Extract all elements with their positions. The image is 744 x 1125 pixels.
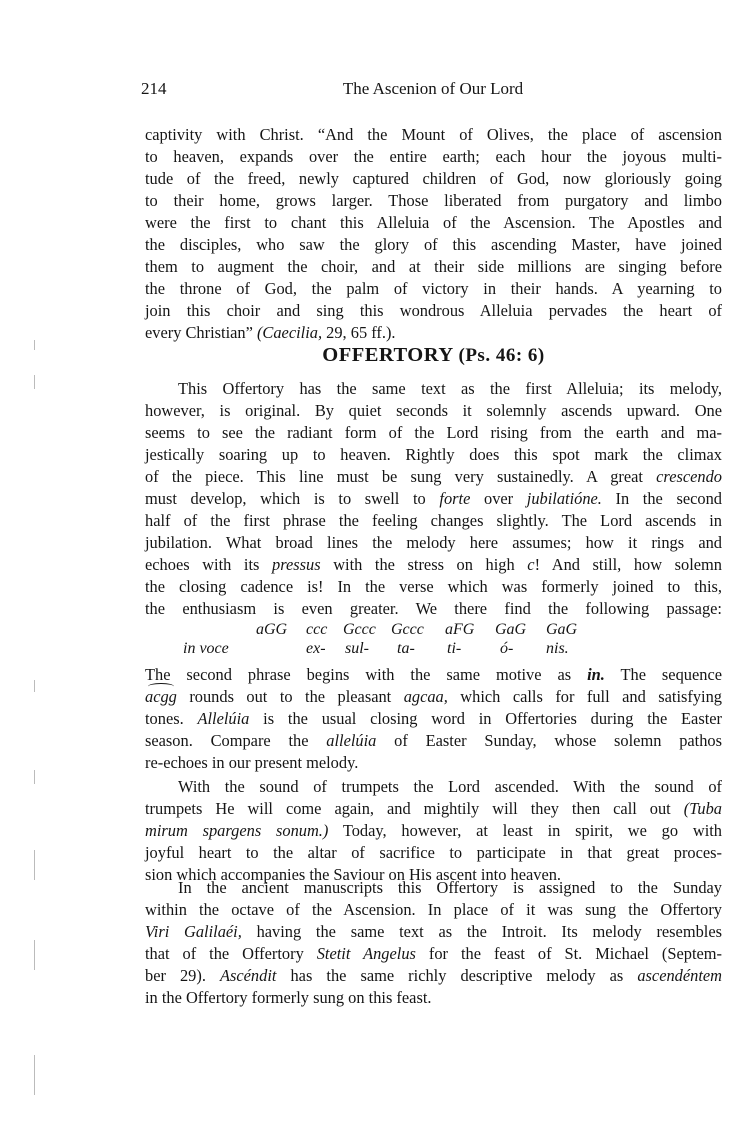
text-span: every Christian” bbox=[145, 323, 257, 342]
text-line: to their home, grows larger. Those liberated from purgatory and limbo bbox=[145, 191, 722, 210]
italic-term: c bbox=[527, 555, 535, 574]
text-line: them to augment the choir, and at their side millions are singing before bbox=[145, 257, 722, 276]
text-span: over bbox=[470, 489, 527, 508]
text-line: in the Offertory formerly sung on this feast. bbox=[145, 988, 432, 1007]
text-span: with the stress on high bbox=[320, 555, 528, 574]
text-line bbox=[145, 965, 722, 987]
syllable: nis. bbox=[546, 640, 569, 657]
text-span: In the second bbox=[601, 489, 722, 508]
text-line bbox=[145, 708, 722, 730]
syllable: ó- bbox=[500, 640, 514, 657]
text-line: the disciples, who saw the glory of this ascending Master, have joined bbox=[145, 235, 722, 254]
text-line: sion which accompanies the Saviour on His ascent into heaven. bbox=[145, 865, 562, 884]
text-line: tude of the freed, newly captured children of God, now gloriously going bbox=[145, 169, 722, 188]
page-number: 214 bbox=[141, 79, 167, 98]
text-line: were the first to chant this Alleluia of the Ascension. The Apostles and bbox=[145, 213, 722, 232]
text-line bbox=[145, 730, 722, 752]
text-line bbox=[145, 466, 722, 488]
syllable: ex- bbox=[306, 640, 326, 657]
text-span: 29, 65 ff.). bbox=[322, 323, 396, 342]
italic-term: pressus bbox=[272, 555, 321, 574]
note-group: GaG bbox=[546, 621, 578, 638]
scan-mark bbox=[34, 340, 35, 350]
text-line: the enthusiasm is even greater. We there find the following passage: bbox=[145, 599, 722, 618]
text-line: the throne of God, the palm of victory in their hands. A yearning to bbox=[145, 279, 722, 298]
text-span: of Easter Sunday, whose solemn pathos bbox=[376, 731, 722, 750]
text-line bbox=[145, 943, 722, 965]
note-group: Gccc bbox=[343, 621, 376, 638]
text-span: rounds out to the pleasant bbox=[176, 687, 404, 706]
note-group: GaG bbox=[495, 621, 527, 638]
text-line: captivity with Christ. “And the Mount of Olives, the place of ascension bbox=[145, 125, 722, 144]
running-header bbox=[141, 78, 725, 102]
italic-term: Ascéndit bbox=[219, 966, 277, 985]
text-span: echoes with its bbox=[145, 555, 273, 574]
text-span: The second phrase begins with the same motive as bbox=[145, 665, 588, 684]
note-group: ccc bbox=[306, 621, 328, 638]
text-line: This Offertory has the same text as the first Alleluia; its melody, bbox=[178, 379, 722, 398]
scan-mark bbox=[34, 850, 35, 880]
note-group: aFG bbox=[445, 621, 475, 638]
text-line bbox=[145, 554, 722, 576]
italic-term: jubilatióne. bbox=[526, 489, 602, 508]
syllable: ti- bbox=[447, 640, 462, 657]
text-line: re-echoes in our present melody. bbox=[145, 753, 359, 772]
text-line: seems to see the radiant form of the Lord rising from the earth and ma- bbox=[145, 423, 722, 442]
text-span: The sequence bbox=[604, 665, 722, 684]
syllable: sul- bbox=[345, 640, 369, 657]
text-line: however, is original. By quiet seconds it solemnly ascends upward. One bbox=[145, 401, 722, 420]
heading-reference: (Ps. 46: 6) bbox=[458, 345, 545, 366]
text-span: must develop, which is to swell to bbox=[145, 489, 440, 508]
text-line: With the sound of trumpets the Lord ascended. With the sound of bbox=[178, 777, 722, 796]
italic-term: Viri Galilaéi, bbox=[145, 922, 242, 941]
italic-term: allelúia bbox=[326, 731, 377, 750]
italic-term: (Tuba bbox=[683, 799, 722, 818]
italic-term: ascendéntem bbox=[637, 966, 722, 985]
text-line bbox=[145, 798, 722, 820]
text-span: tones. bbox=[145, 709, 198, 728]
text-line bbox=[145, 488, 722, 510]
italic-term: crescendo bbox=[656, 467, 722, 486]
text-line bbox=[145, 921, 722, 943]
syllable: in voce bbox=[183, 640, 229, 657]
text-line: the closing cadence is! In the verse which was formerly joined to this, bbox=[145, 577, 722, 596]
text-span: trumpets He will come again, and mightily will they then call out bbox=[145, 799, 684, 818]
text-span: of the piece. This line must be sung very sustainedly. A great bbox=[145, 467, 657, 486]
italic-term: Allelúia bbox=[197, 709, 250, 728]
scan-mark bbox=[34, 680, 35, 692]
text-line bbox=[145, 820, 722, 842]
italic-term: forte bbox=[439, 489, 471, 508]
text-line: In the ancient manuscripts this Offertory is assigned to the Sunday bbox=[178, 878, 722, 897]
text-span: ! And still, how solemn bbox=[534, 555, 723, 574]
neume-sequence: acgg bbox=[145, 687, 177, 706]
italic-term: mirum spargens sonum.) bbox=[145, 821, 329, 840]
section-heading bbox=[145, 342, 722, 369]
scan-mark bbox=[34, 770, 35, 784]
text-span: has the same richly descriptive melody as bbox=[276, 966, 638, 985]
scan-mark bbox=[34, 1055, 35, 1095]
text-line bbox=[145, 322, 722, 344]
text-span: that of the Offertory bbox=[145, 944, 317, 963]
italic-term: in. bbox=[587, 665, 605, 684]
text-line: jubilation. What broad lines the melody here assumes; how it rings and bbox=[145, 533, 722, 552]
text-span: Today, however, at least in spirit, we go with bbox=[328, 821, 723, 840]
running-title: The Ascenion of Our Lord bbox=[342, 79, 524, 98]
italic-term: Stetit Angelus bbox=[316, 944, 416, 963]
text-span: is the usual closing word in Offertories during the Easter bbox=[249, 709, 722, 728]
text-span: having the same text as the Introit. Its melody resembles bbox=[241, 922, 722, 941]
text-span: season. Compare the bbox=[145, 731, 327, 750]
citation-italic: (Caecilia, bbox=[256, 323, 323, 342]
text-span: for the feast of St. Michael (Septem- bbox=[415, 944, 722, 963]
note-group: aGG bbox=[256, 621, 288, 638]
text-line: jestically soaring up to heaven. Rightly does this spot mark the climax bbox=[145, 445, 722, 464]
neume-sequence: agcaa, bbox=[403, 687, 448, 706]
text-line: half of the first phrase the feeling changes slightly. The Lord ascends in bbox=[145, 511, 722, 530]
scan-mark bbox=[34, 375, 35, 389]
syllable: ta- bbox=[397, 640, 415, 657]
text-line: join this choir and sing this wondrous Alleluia pervades the heart of bbox=[145, 301, 722, 320]
text-line: within the octave of the Ascension. In place of it was sung the Offertory bbox=[145, 900, 722, 919]
text-line bbox=[145, 686, 722, 708]
text-line: joyful heart to the altar of sacrifice to participate in that great proces- bbox=[145, 843, 722, 862]
text-span: ber 29). bbox=[145, 966, 220, 985]
text-line: to heaven, expands over the entire earth; each hour the joyous multi- bbox=[145, 147, 722, 166]
text-line bbox=[145, 664, 722, 686]
heading-title: OFFERTORY bbox=[322, 344, 453, 366]
note-group: Gccc bbox=[391, 621, 424, 638]
scan-mark bbox=[34, 940, 35, 970]
text-span: which calls for full and satisfying bbox=[447, 687, 722, 706]
